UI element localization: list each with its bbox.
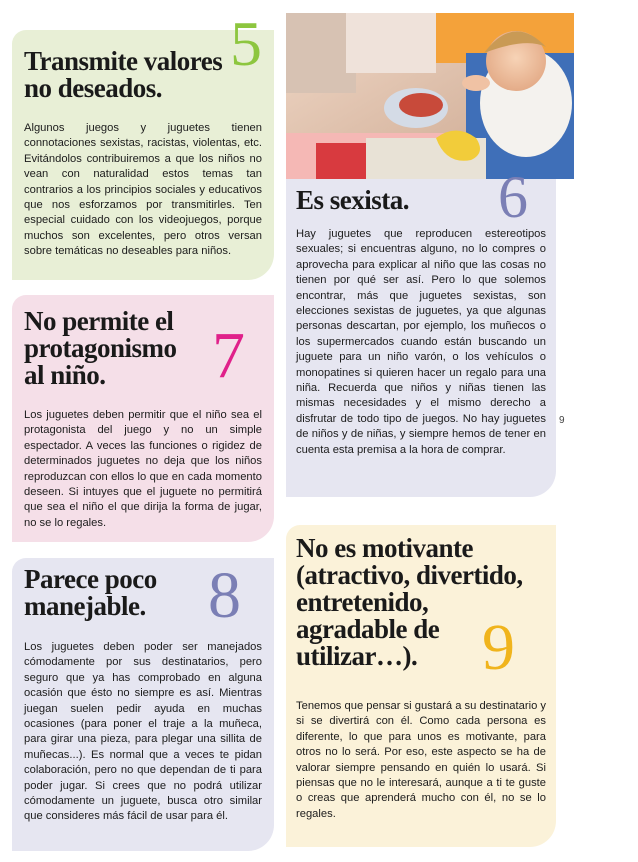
section-8-title	[24, 566, 157, 620]
section-6-card	[286, 164, 556, 497]
section-5-number: 5	[230, 8, 262, 79]
section-8-body: Los juguetes deben poder ser manejados cómodamente por sus destinatarios, pero seguro que ya has comprobado en alguna ocasión que ésto no siempre es así. Mientras juegan suelen pedir ayuda en muchas ocasiones (para poner el traje a la muñeca, para girar una pieza, para plegar una sillita de muñecas...). Es normal que a veces te pidan colaboración, pero no que dependan de ti para poder jugar. Si crees que no podrá utilizar cómodamente un juguete, busca otro similar que consideres más fácil de usar para él.	[24, 641, 262, 823]
section-9-title-line-4: agradable de	[296, 614, 440, 644]
section-6-body: Hay juguetes que reproducen estereotipos sexuales; si encuentras alguno, no lo compres o aprovecha para explicar al niño que las cosas no tienen por qué ser así. Pero lo que solemos encontrar, más que juguetes sexistas, son elecciones sexistas de juguetes, ya que algunas personas descartan, por ejemplo, los muñecos o los supermercados cuando están buscando un juguete para un niño varón, o los vehículos o monopatines si quieren hacer un regalo para una niña. Recuerda que niños y niñas tienen las mismas necesidades y el mismo derecho a disfrutar de todo tipo de juegos. No hay juguetes de niños y de niñas, y siempre hemos de tener en cuenta esta premisa a la hora de comprar.	[296, 228, 546, 456]
section-9-title-line-3: entretenido,	[296, 587, 429, 617]
section-7-title-line-2: protagonismo	[24, 333, 177, 363]
section-9-number: 9	[482, 611, 515, 684]
section-8-title-line-2: manejable.	[24, 591, 146, 621]
section-5-card	[12, 8, 274, 280]
section-7-body: Los juguetes deben permitir que el niño sea el protagonista del juego y no un simple espectador. A veces las funciones o rigidez de determinados juguetes no deja que los niños reproduzcan con ellos lo que en cada momento deseen. Si intuyes que el juguete no permitirá que sea el niño el que dirija la forma de jugar, no se lo regales.	[24, 409, 262, 529]
section-7-title-line-1: No permite el	[24, 306, 174, 336]
section-5-body: Algunos juegos y juguetes tienen connotaciones sexistas, racistas, violentas, etc. Evitándolos contribuiremos a que los niños no vean con naturalidad estos temas tan contrarios a los principios sociales y educativos que nos esforzamos por transmitirles. Ten especial cuidado con los videojuegos, porque muchos son excelentes, pero otros versan sobre temáticas no deseables para niños.	[24, 122, 262, 258]
page-number: 9	[559, 415, 565, 426]
section-7-number: 7	[212, 319, 245, 392]
section-6-title: Es sexista.	[296, 185, 410, 215]
section-9-body: Tenemos que pensar si gustará a su destinatario y si se divertirá con él. Como cada persona es diferente, lo que para unos es motivante, para otros no lo será. Por eso, este aspecto se ha de valorar siempre pensando en quién lo usará. Si piensas que no le interesará, aunque a ti te guste o creas que aprenderá mucho con él, no se lo regales.	[296, 700, 546, 820]
child-playing-photo	[286, 13, 574, 179]
section-7-title-line-3: al niño.	[24, 360, 106, 390]
section-5-title	[24, 48, 222, 102]
section-5-title-line-1: Transmite valores	[24, 46, 223, 76]
section-8-card	[12, 558, 274, 851]
section-8-title-line-1: Parece poco	[24, 564, 157, 594]
section-9-card	[286, 525, 556, 847]
section-8-number: 8	[208, 559, 241, 632]
section-5-title-line-2: no deseados.	[24, 73, 163, 103]
section-9-title-line-1: No es motivante	[296, 533, 473, 563]
section-6-number: 6	[498, 164, 528, 230]
section-9-title-line-5: utilizar…).	[296, 641, 418, 671]
section-7-card	[12, 295, 274, 542]
child-playing-image	[286, 13, 574, 179]
section-7-title	[24, 308, 177, 389]
section-9-title-line-2: (atractivo, divertido,	[296, 560, 523, 590]
